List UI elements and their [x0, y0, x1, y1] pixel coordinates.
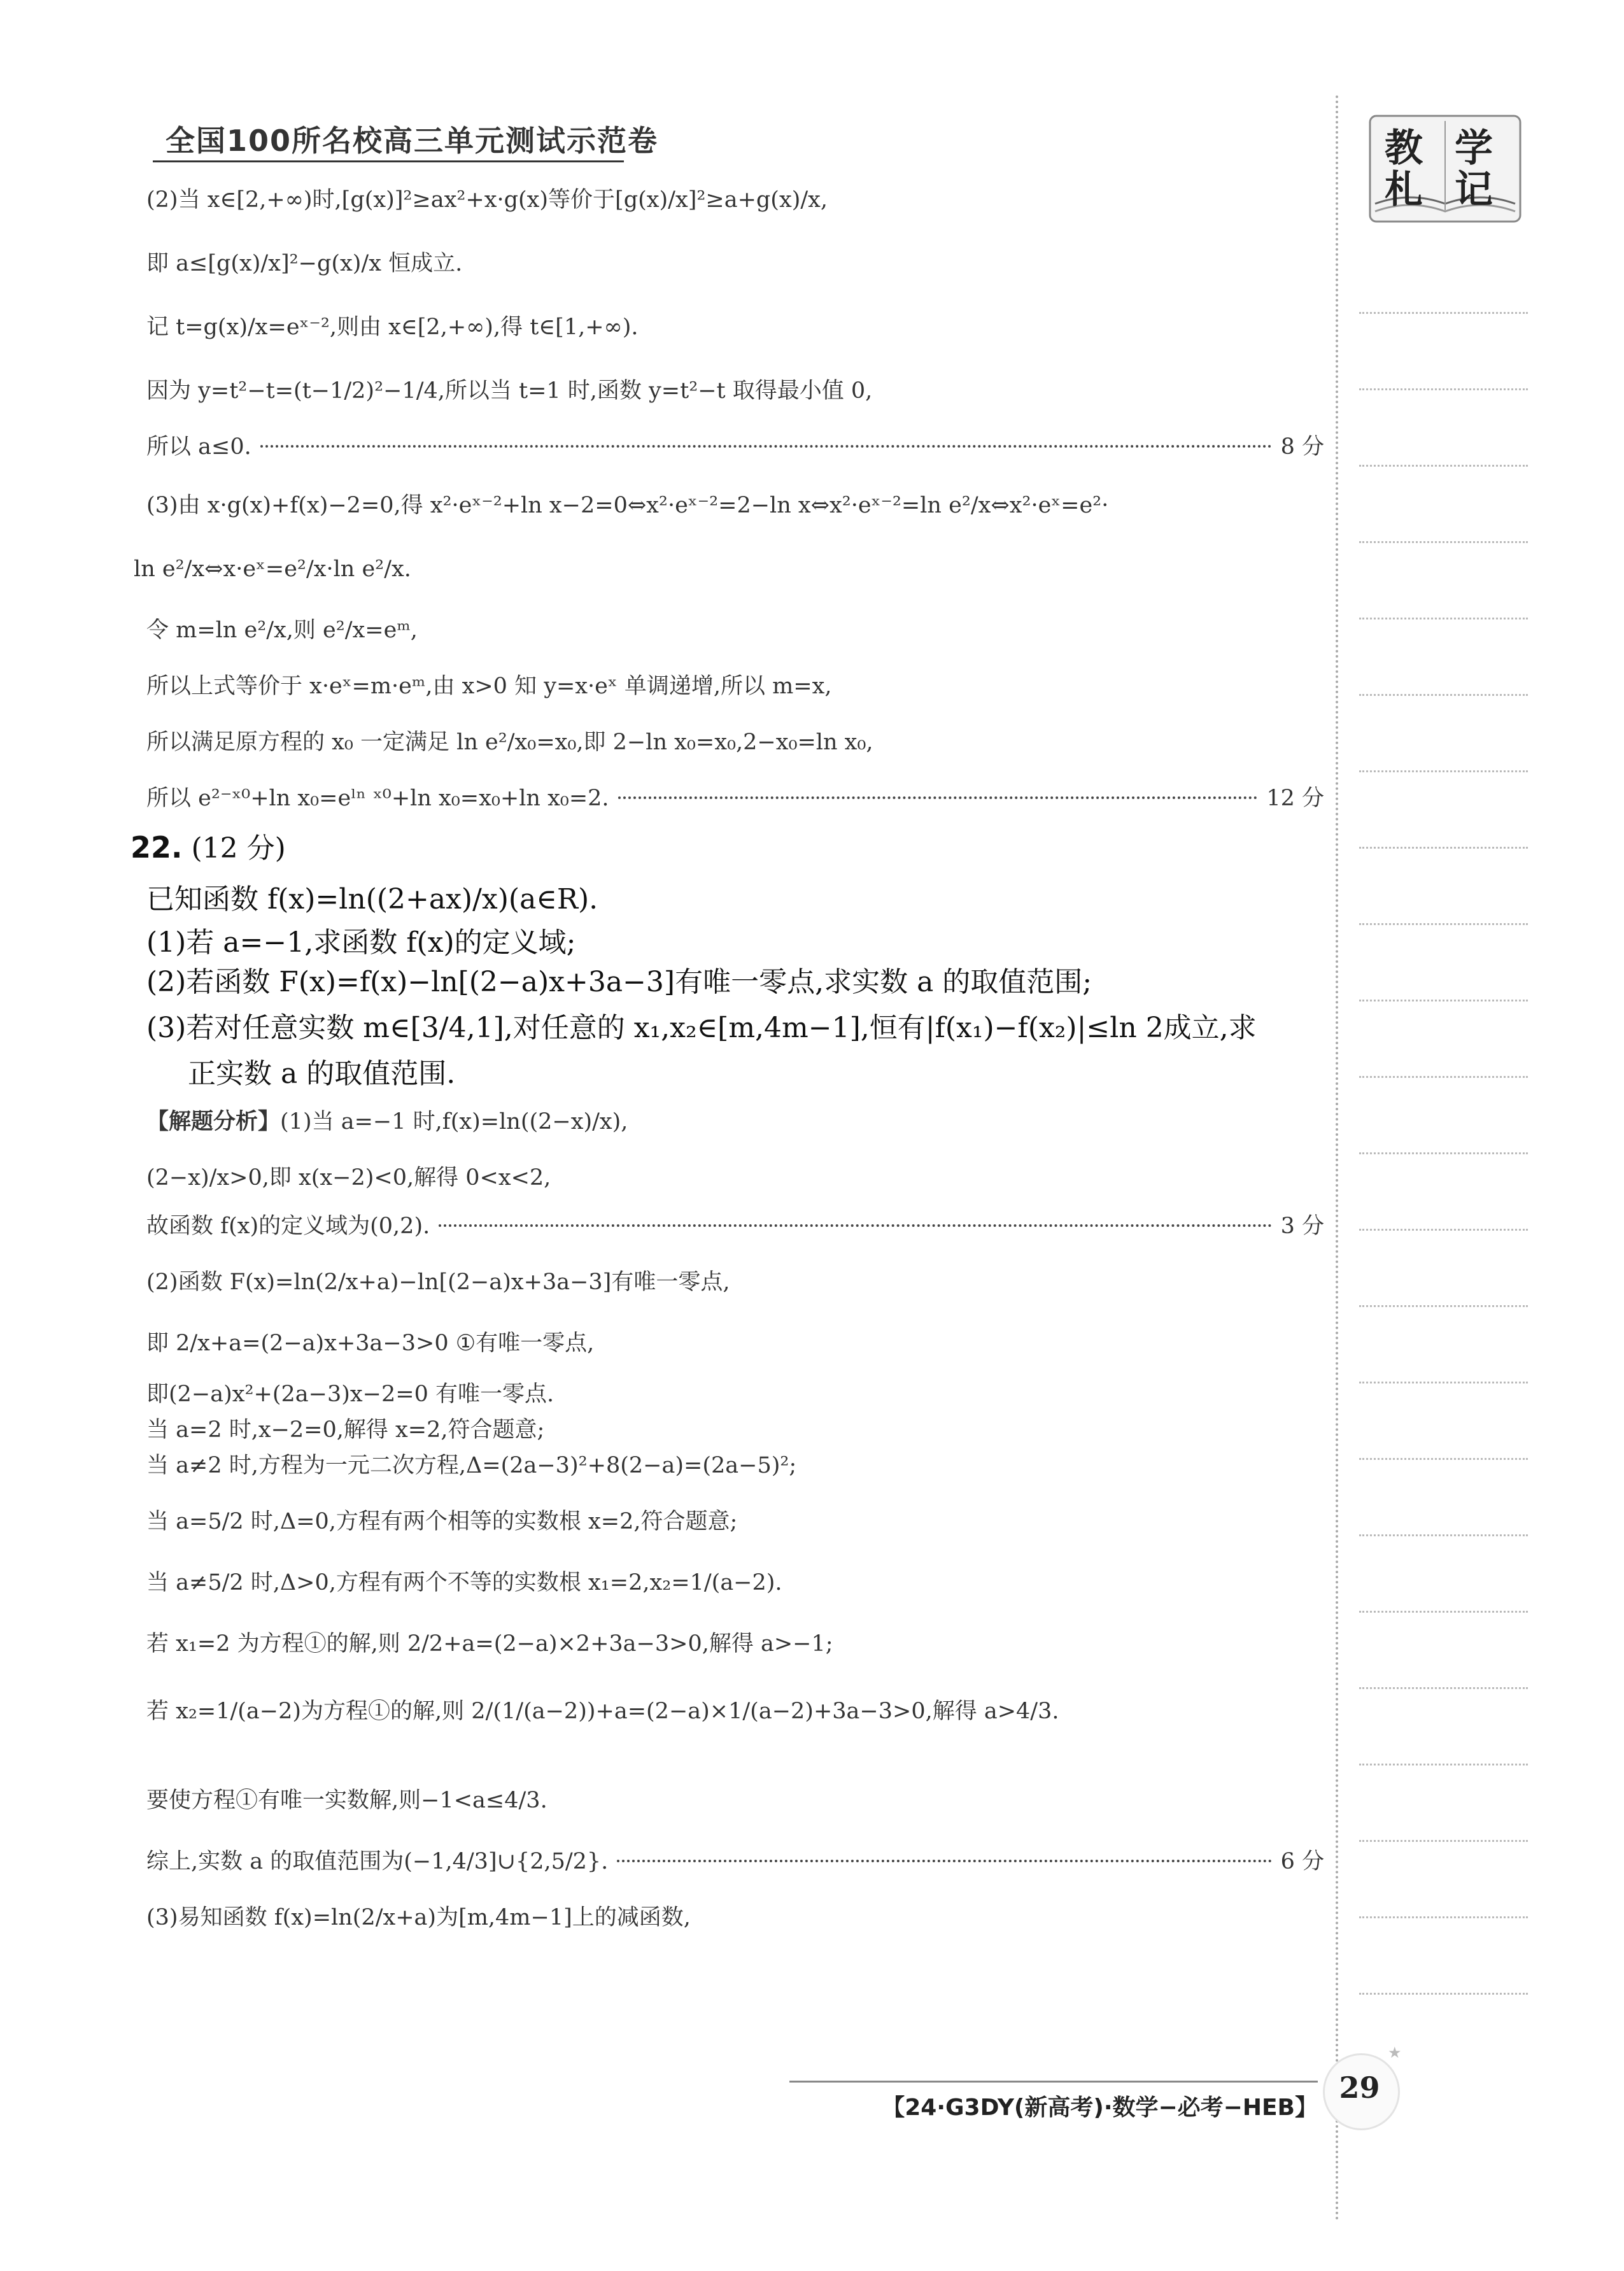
analysis-line: 当 a≠5/2 时,Δ>0,方程有两个不等的实数根 x₁=2,x₂=1/(a−2). [146, 1570, 782, 1595]
solution-line: 记 t=g(x)/x=eˣ⁻²,则由 x∈[2,+∞),得 t∈[1,+∞). [146, 315, 639, 340]
solution-continuation [134, 185, 1324, 814]
page-content [131, 178, 1324, 1933]
score-label: 3 分 [1280, 1213, 1324, 1239]
solution-line: 因为 y=t²−t=(t−1/2)²−1/4,所以当 t=1 时,函数 y=t²−t 取得最小值 0, [146, 378, 873, 404]
footer-code: 【24·G3DY(新高考)·数学−必考−HEB】 [882, 2095, 1318, 2121]
notes-logo-char: 札 [1385, 167, 1423, 212]
analysis-line: 当 a≠2 时,方程为一元二次方程,Δ=(2a−3)²+8(2−a)=(2a−5)²; [146, 1453, 797, 1478]
note-line [1359, 1229, 1528, 1231]
star-icon: ★ [1388, 2044, 1402, 2062]
analysis-section [146, 1107, 1324, 1933]
solution-line-scored [146, 432, 1324, 462]
question-points: (12 分) [191, 832, 286, 865]
dotted-leader [618, 796, 1258, 799]
solution-line: ln e²/x⇔x·eˣ=e²/x·ln e²/x. [134, 556, 411, 582]
score-label: 8 分 [1280, 434, 1324, 460]
analysis-text: (1)当 a=−1 时,f(x)=ln((2−x)/x), [280, 1109, 628, 1135]
sidebar-divider [1336, 96, 1338, 2222]
question-part-1: (1)若 a=−1,求函数 f(x)的定义域; [146, 926, 576, 959]
solution-line: 所以上式等价于 x·eˣ=m·eᵐ,由 x>0 知 y=x·eˣ 单调递增,所以 m=x, [146, 674, 832, 699]
notes-logo-char: 学 [1455, 126, 1493, 171]
solution-line: 所以满足原方程的 x₀ 一定满足 ln e²/x₀=x₀,即 2−ln x₀=x₀,2−x₀=ln x₀, [146, 730, 873, 755]
solution-text: 所以 a≤0. [146, 434, 251, 460]
score-label: 12 分 [1266, 786, 1324, 811]
score-label: 6 分 [1280, 1849, 1324, 1874]
note-line [1359, 1305, 1528, 1307]
question-heading [131, 828, 1324, 868]
note-line [1359, 1611, 1528, 1613]
notes-logo-char: 记 [1455, 167, 1493, 212]
note-line [1359, 1152, 1528, 1154]
analysis-line: (2−x)/x>0,即 x(x−2)<0,解得 0<x<2, [146, 1165, 551, 1191]
analysis-line: (2)函数 F(x)=ln(2/x+a)−ln[(2−a)x+3a−3]有唯一零点, [146, 1270, 730, 1295]
solution-line: (2)当 x∈[2,+∞)时,[g(x)]²≥ax²+x·g(x)等价于[g(x)/x]²≥a+g(x)/x, [146, 187, 828, 213]
note-line [1359, 1993, 1528, 1995]
note-line [1359, 694, 1528, 696]
note-line [1359, 1687, 1528, 1689]
note-line [1359, 465, 1528, 467]
question-number: 22. [131, 830, 183, 865]
analysis-text: 综上,实数 a 的取值范围为(−1,4/3]∪{2,5/2}. [146, 1849, 609, 1874]
note-line [1359, 312, 1528, 314]
note-line [1359, 1458, 1528, 1460]
note-line [1359, 388, 1528, 390]
note-line [1359, 618, 1528, 619]
header-rule [153, 160, 624, 162]
note-line [1359, 1000, 1528, 1001]
analysis-line: 即 2/x+a=(2−a)x+3a−3>0 ①有唯一零点, [146, 1331, 595, 1356]
note-line [1359, 1764, 1528, 1765]
note-line [1359, 541, 1528, 543]
analysis-line: 即(2−a)x²+(2a−3)x−2=0 有唯一零点. [146, 1382, 554, 1407]
page-number: 29 [1339, 2070, 1380, 2105]
notes-logo-char: 教 [1385, 126, 1423, 171]
solution-line: 即 a≤[g(x)/x]²−g(x)/x 恒成立. [146, 251, 463, 276]
question-22 [131, 828, 1324, 1094]
note-line [1359, 1076, 1528, 1078]
dotted-leader [260, 445, 1272, 448]
analysis-line: 要使方程①有唯一实数解,则−1<a≤4/3. [146, 1788, 547, 1813]
question-part-3-cont: 正实数 a 的取值范围. [188, 1058, 456, 1090]
footer-rule [789, 2081, 1318, 2083]
notes-logo [1369, 115, 1522, 223]
analysis-line-scored [146, 1211, 1324, 1242]
note-line [1359, 923, 1528, 925]
solution-line: (3)由 x·g(x)+f(x)−2=0,得 x²·eˣ⁻²+ln x−2=0⇔x²·eˣ⁻²=2−ln x⇔x²·eˣ⁻²=ln e²/x⇔x²·eˣ=e²· [146, 493, 1109, 518]
note-line [1359, 1916, 1528, 1918]
question-part-2: (2)若函数 F(x)=f(x)−ln[(2−a)x+3a−3]有唯一零点,求实数 a 的取值范围; [146, 966, 1092, 998]
dotted-leader [617, 1860, 1271, 1862]
note-line [1359, 1534, 1528, 1536]
dotted-leader [439, 1224, 1271, 1227]
note-line [1359, 1840, 1528, 1842]
analysis-line: (3)易知函数 f(x)=ln(2/x+a)为[m,4m−1]上的减函数, [146, 1905, 691, 1930]
analysis-first-line [146, 1107, 1324, 1137]
analysis-line: 当 a=2 时,x−2=0,解得 x=2,符合题意; [146, 1417, 545, 1443]
solution-text: 所以 e²⁻ˣ⁰+ln x₀=eˡⁿ ˣ⁰+ln x₀=x₀+ln x₀=2. [146, 786, 609, 811]
header-title: 全国100所名校高三单元测试示范卷 [166, 124, 659, 158]
analysis-text: 故函数 f(x)的定义域为(0,2). [146, 1213, 430, 1239]
analysis-label: 【解题分析】 [146, 1109, 281, 1135]
analysis-line-scored [146, 1846, 1324, 1877]
question-stem: 已知函数 f(x)=ln((2+ax)/x)(a∈R). [146, 883, 598, 916]
note-line [1359, 847, 1528, 849]
question-part-3: (3)若对任意实数 m∈[3/4,1],对任意的 x₁,x₂∈[m,4m−1],恒有|f(x₁)−f(x₂)|≤ln 2成立,求 [146, 1012, 1257, 1044]
solution-line-scored [146, 783, 1324, 814]
analysis-line: 若 x₁=2 为方程①的解,则 2/2+a=(2−a)×2+3a−3>0,解得 a>−1; [146, 1631, 833, 1657]
note-line [1359, 1382, 1528, 1383]
note-line [1359, 770, 1528, 772]
solution-line: 令 m=ln e²/x,则 e²/x=eᵐ, [146, 618, 418, 643]
analysis-line: 若 x₂=1/(a−2)为方程①的解,则 2/(1/(a−2))+a=(2−a)×1/(a−2)+3a−3>0,解得 a>4/3. [146, 1699, 1059, 1724]
analysis-line: 当 a=5/2 时,Δ=0,方程有两个相等的实数根 x=2,符合题意; [146, 1509, 738, 1534]
